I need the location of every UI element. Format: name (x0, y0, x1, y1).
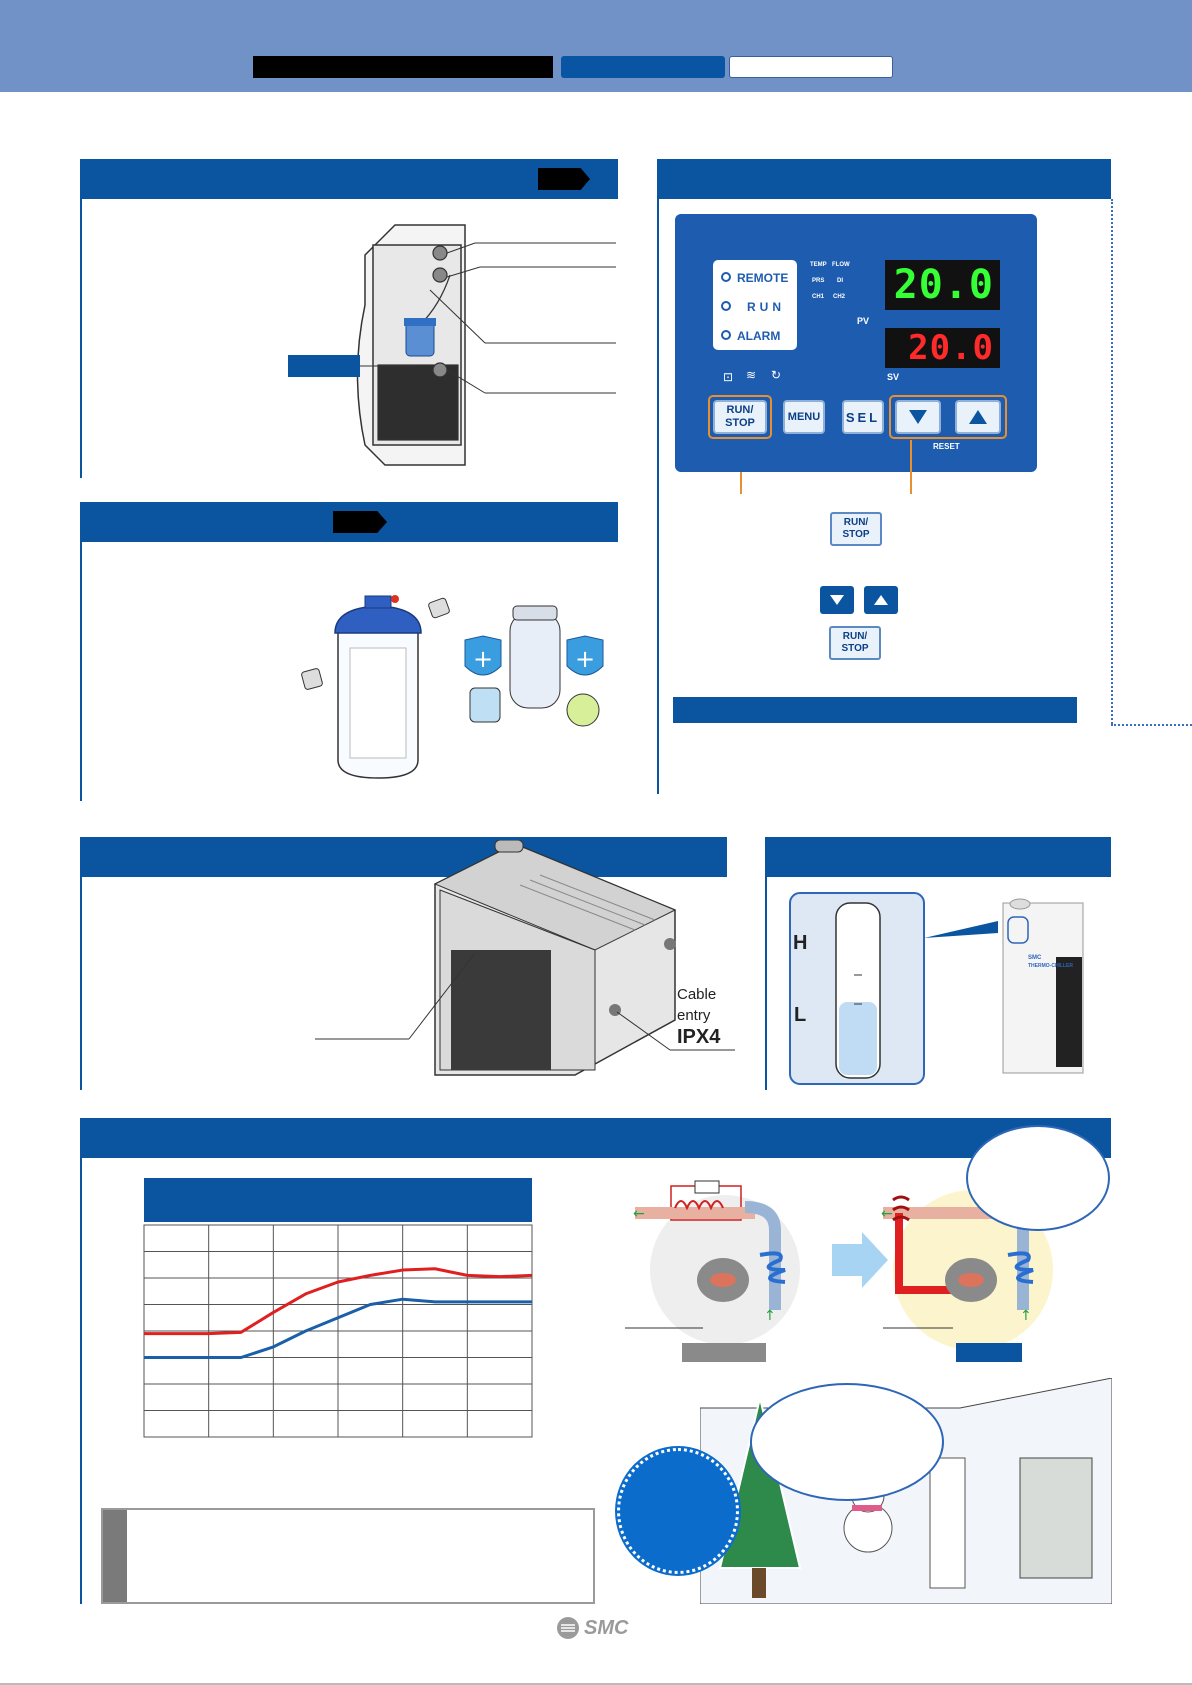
chiller-brand-label: SMC (1028, 955, 1042, 961)
page-ref-arrow-2[interactable] (333, 511, 387, 533)
pv-label: PV (857, 316, 870, 326)
dotted-divider-h (1111, 724, 1192, 726)
filter-kit-illustration (295, 588, 620, 788)
heater-icon: ≋ (746, 368, 757, 382)
note-box (101, 1508, 595, 1604)
run-led-icon (721, 301, 731, 311)
up-arrow-icon (969, 410, 987, 424)
subsection-bar (673, 697, 1077, 723)
chart-header-bar (144, 1178, 532, 1222)
mini-label-temp: TEMP (810, 262, 827, 268)
pv-display: 20.0 (885, 260, 1000, 310)
indicator-box (713, 260, 797, 350)
section-rule-4 (80, 877, 82, 1090)
section-rule-2 (80, 542, 82, 801)
sv-label: SV (887, 372, 900, 382)
tank-icon: ⊡ (723, 370, 734, 384)
level-high-label: H (793, 932, 808, 954)
header-tab-white[interactable] (729, 56, 893, 78)
sv-display: 20.0 (885, 328, 1000, 368)
mini-label-di: DI (837, 278, 843, 284)
without-heater-diagram (625, 1170, 825, 1350)
mini-label-ch1: CH1 (812, 294, 825, 300)
mini-label-prs: PRS (812, 278, 825, 284)
run-stop-button[interactable]: RUN/ STOP (713, 400, 767, 434)
reset-label: RESET (933, 442, 960, 451)
note-box-accent (103, 1510, 127, 1602)
section-rule-5 (765, 877, 767, 1090)
temperature-chart (143, 1224, 533, 1438)
dotted-divider (1111, 199, 1113, 724)
arrow-leader (910, 440, 912, 494)
alarm-led-icon (721, 330, 731, 340)
part-label-box (288, 355, 360, 377)
section-rule-3 (657, 199, 659, 794)
svg-text:+: + (472, 645, 494, 673)
smc-logo-icon (556, 1616, 580, 1640)
run-label: RUN (747, 300, 785, 314)
without-heater-tag (682, 1343, 766, 1362)
winter-badge (617, 1448, 739, 1574)
sel-button[interactable]: SEL (842, 400, 884, 434)
section-rule (80, 199, 82, 478)
header-tab-black[interactable] (253, 56, 553, 78)
svg-text:←: ← (633, 1206, 645, 1222)
section-bar-level (765, 837, 1111, 877)
small-up-button[interactable] (864, 586, 898, 614)
svg-text:+: + (574, 645, 596, 673)
mascot-characters-icon (465, 606, 603, 726)
svg-text:↑: ↑ (764, 1308, 776, 1324)
footer-logo (556, 1616, 628, 1640)
section-bar-filter (80, 159, 618, 199)
with-heater-tag (956, 1343, 1022, 1362)
ipx4-rating: IPX4 (677, 1026, 721, 1048)
run-stop-small-button[interactable]: RUN/ STOP (830, 512, 882, 546)
footer-brand: SMC (584, 1616, 629, 1639)
svg-text:←: ← (881, 1206, 893, 1222)
chiller-enclosure-illustration (315, 840, 735, 1092)
level-gauge-illustration (788, 891, 1114, 1094)
header-tab-blue[interactable] (561, 56, 725, 78)
mini-label-ch2: CH2 (833, 294, 846, 300)
remote-led-icon (721, 272, 731, 282)
mini-label-flow: FLOW (832, 262, 850, 268)
svg-text:↑: ↑ (1020, 1308, 1032, 1324)
page-header (0, 0, 1192, 92)
run-stop-leader (740, 472, 742, 494)
chiller-rear-illustration (280, 215, 620, 485)
winter-speech-bubble (750, 1383, 944, 1501)
section-rule-6 (80, 1158, 82, 1604)
down-arrow-icon (909, 410, 927, 424)
down-button[interactable] (895, 400, 941, 434)
cable-entry-label: Cable entry (677, 986, 717, 1024)
page-ref-arrow[interactable] (538, 168, 590, 190)
small-up-arrow-icon (874, 595, 888, 605)
chiller-model-label: THERMO-CHILLER (1028, 963, 1073, 969)
section-bar-filter-kit (80, 502, 618, 542)
remote-label: REMOTE (737, 271, 789, 285)
control-panel (675, 214, 1037, 472)
heater-speech-bubble (966, 1125, 1110, 1231)
run-stop-small-button-2[interactable]: RUN/ STOP (829, 626, 881, 660)
menu-button[interactable]: MENU (783, 400, 825, 434)
level-low-label: L (794, 1004, 807, 1026)
small-down-arrow-icon (830, 595, 844, 605)
alarm-label: ALARM (737, 329, 781, 343)
cycle-icon: ↻ (771, 368, 782, 382)
up-button[interactable] (955, 400, 1001, 434)
small-down-button[interactable] (820, 586, 854, 614)
section-bar-heater (80, 1118, 1111, 1158)
section-bar-panel (657, 159, 1111, 199)
